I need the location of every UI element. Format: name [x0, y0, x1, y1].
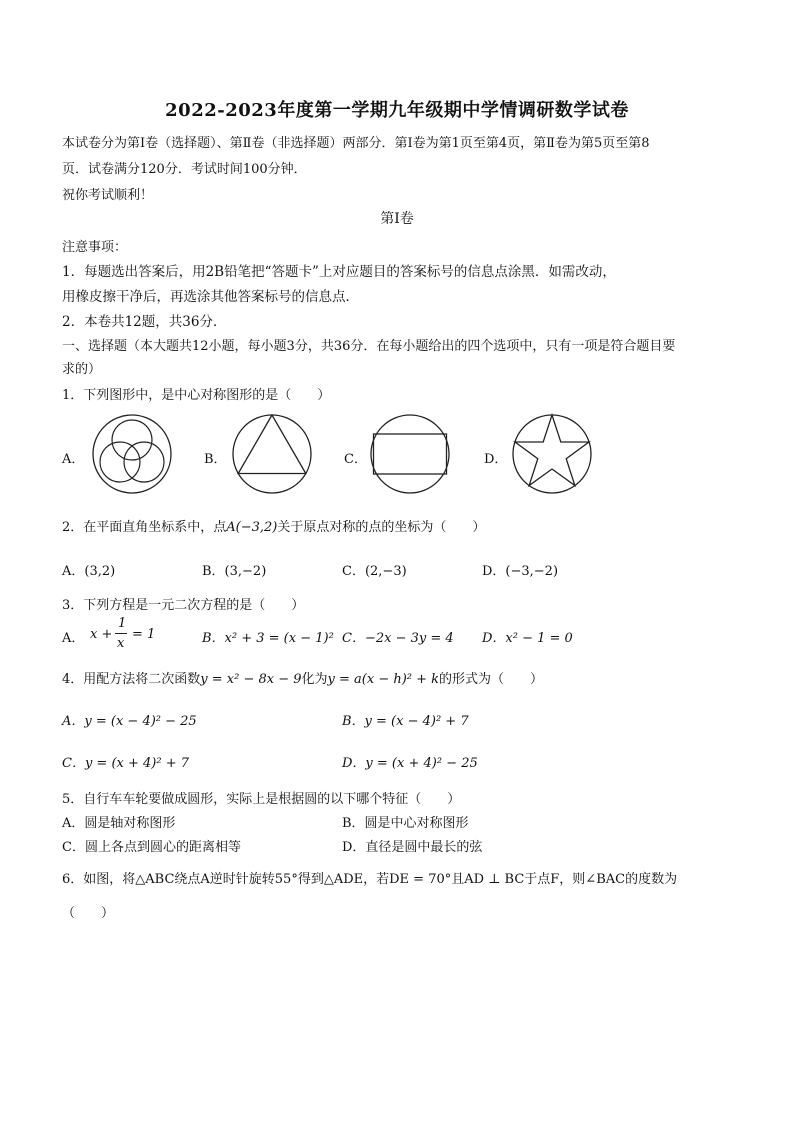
q2-option-a: A．(3,2) [62, 564, 116, 579]
q5-option-a: A．圆是轴对称图形 [62, 816, 176, 831]
intro-line-2: 页．试卷满分120分．考试时间100分钟． [62, 162, 307, 177]
wish-text: 祝你考试顺利！ [62, 188, 154, 203]
circle-inscribed-rectangle-icon [368, 412, 452, 496]
q6-stem: 6．如图，将△ABC绕点A逆时针旋转55°得到△ADE，若DE = 70°且AD ⊥ BC于点F，则∠BAC的度数为 [62, 872, 678, 887]
q2-stem-a: 2．在平面直角坐标系中，点 [62, 520, 227, 535]
q5-stem: 5．自行车车轮要做成圆形，实际上是根据圆的以下哪个特征（ ） [62, 792, 461, 807]
part-1-intro-line-2: 求的） [62, 362, 102, 377]
q4-option-b: B．y = (x − 4)² + 7 [342, 714, 469, 729]
q2-stem-b: 关于原点对称的点的坐标为（ ） [277, 520, 486, 535]
q3-option-a-post: = 1 [132, 627, 156, 642]
notes-heading: 注意事项： [62, 240, 128, 255]
q1-option-b-label: B． [204, 452, 227, 467]
q4-option-d: D．y = (x + 4)² − 25 [342, 756, 478, 771]
q5-option-c: C．圆上各点到圆心的距离相等 [62, 840, 241, 855]
q3-option-a-pre: x + [90, 627, 113, 642]
fraction-bar [115, 633, 127, 634]
q4-stem-c: 的形式为（ ） [439, 672, 544, 687]
circle-inscribed-triangle-icon [230, 412, 314, 496]
empty-page-area [62, 930, 742, 1090]
q2-point: A(−3,2) [226, 520, 278, 535]
note-2: 2．本卷共12题，共36分． [62, 314, 227, 330]
q3-option-b: B．x² + 3 = (x − 1)² [202, 631, 334, 646]
q3-option-d: D．x² − 1 = 0 [482, 631, 573, 646]
q4-function: y = x² − 8x − 9 [200, 672, 302, 687]
q4-stem-a: 4．用配方法将二次函数 [62, 672, 201, 687]
note-1-line-2: 用橡皮擦干净后，再选涂其他答案标号的信息点． [62, 289, 359, 305]
q5-option-b: B．圆是中心对称图形 [342, 816, 469, 831]
q4-stem [62, 668, 543, 687]
q6-answer-blank: （ ） [62, 906, 115, 921]
q1-option-c-label: C． [344, 452, 367, 467]
q1-stem: 1．下列图形中，是中心对称图形的是（ ） [62, 388, 331, 403]
q1-figure-row [62, 412, 742, 498]
q4-vertex-form: y = a(x − h)² + k [327, 672, 440, 687]
three-petal-circle-icon [90, 412, 174, 496]
q2-option-c: C．(2,−3) [342, 564, 407, 579]
q4-option-c: C．y = (x + 4)² + 7 [62, 756, 189, 771]
q1-option-d-label: D． [484, 452, 508, 467]
q3-stem: 3．下列方程是一元二次方程的是（ ） [62, 598, 305, 613]
intro-line-1: 本试卷分为第Ⅰ卷（选择题）、第Ⅱ卷（非选择题）两部分．第Ⅰ卷为第1页至第4页，第Ⅱ卷为第5页至第8 [62, 136, 650, 151]
q3-option-a-numerator: 1 [118, 616, 127, 631]
q2-stem [62, 516, 485, 535]
section-title: 第Ⅰ卷 [380, 211, 414, 227]
q3-option-c: C．−2x − 3y = 4 [342, 631, 454, 646]
circle-inscribed-star-icon [510, 412, 594, 496]
page-title: 2022-2023年度第一学期九年级期中学情调研数学试卷 [165, 100, 629, 121]
q2-option-b: B．(3,−2) [202, 564, 267, 579]
part-1-intro-line-1: 一、选择题（本大题共12小题，每小题3分，共36分．在每小题给出的四个选项中，只有一项是符合题目要 [62, 339, 676, 354]
q1-option-a-label: A． [62, 452, 85, 467]
q4-stem-b: 化为 [301, 672, 328, 687]
q3-option-a-label: A． [62, 631, 85, 646]
q4-option-a: A．y = (x − 4)² − 25 [62, 714, 197, 729]
note-1-line-1: 1．每题选出答案后，用2B铅笔把“答题卡”上对应题目的答案标号的信息点涂黑．如需改动， [62, 264, 616, 280]
q5-option-d: D．直径是圆中最长的弦 [342, 840, 483, 855]
q2-option-d: D．(−3,−2) [482, 564, 559, 579]
q3-option-a-denominator: x [117, 636, 125, 651]
